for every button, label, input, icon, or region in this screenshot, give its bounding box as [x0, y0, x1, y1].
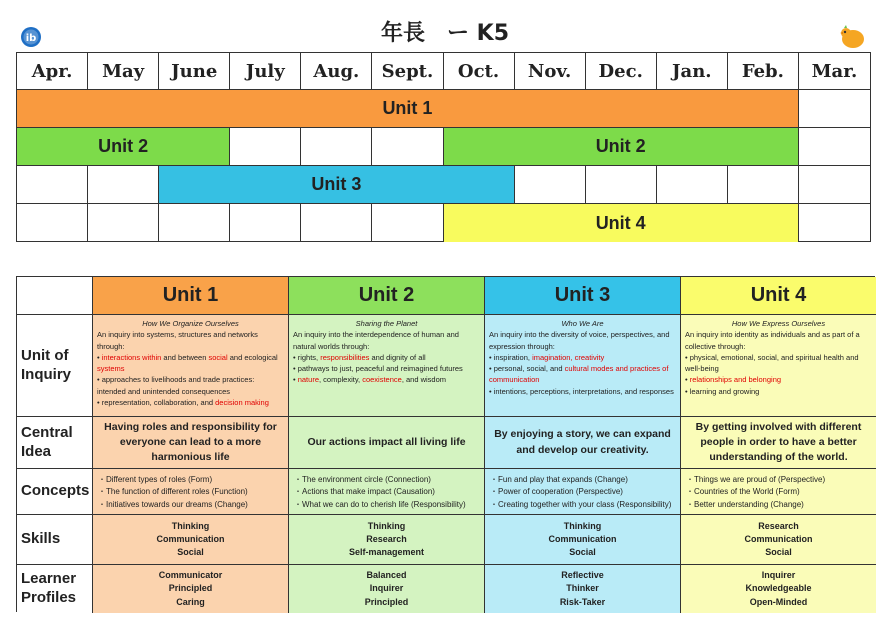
- profile-item: Balanced: [366, 570, 407, 581]
- unit-4-skills: [681, 515, 876, 565]
- skill-item: Communication: [156, 533, 225, 544]
- empty-cell: [728, 166, 799, 203]
- month-feb: Feb.: [728, 53, 799, 89]
- row-label-skills: Skills: [17, 515, 93, 565]
- skill-item: Social: [765, 547, 792, 558]
- concept-item: ・Countries of the World (Form): [686, 487, 800, 497]
- empty-cell: [372, 128, 443, 165]
- unit-1-bar: Unit 1: [17, 90, 799, 127]
- inquiry-line: • physical, emotional, social, and spiritual health and well-being: [685, 352, 859, 373]
- skill-item: Social: [177, 547, 204, 558]
- unit-4-central-idea: By getting involved with different people in order to have a better understanding of the world.: [681, 417, 876, 469]
- timeline-row-unit-1: [17, 90, 870, 128]
- empty-cell: [657, 166, 728, 203]
- unit-3-skills: [485, 515, 681, 565]
- profile-item: Knowledgeable: [745, 583, 812, 594]
- inquiry-line: • learning and growing: [685, 386, 760, 396]
- concept-item: ・The environment circle (Connection): [294, 475, 431, 484]
- unit-3-header: Unit 3: [485, 277, 681, 315]
- empty-cell: [17, 166, 88, 203]
- empty-cell: [17, 204, 88, 242]
- timeline-grid: [16, 52, 871, 242]
- corner-cell: [17, 277, 93, 315]
- row-label-central-idea: Central Idea: [17, 417, 93, 469]
- skill-item: Research: [758, 520, 799, 531]
- empty-cell: [372, 204, 443, 242]
- timeline-row-unit-3: [17, 166, 870, 204]
- profile-item: Caring: [176, 596, 205, 607]
- month-july: July: [230, 53, 301, 89]
- inquiry-theme: How We Express Ourselves: [731, 319, 826, 328]
- unit-1-central-idea: Having roles and responsibility for everyone can lead to a more harmonious life: [93, 417, 289, 469]
- inquiry-intro: An inquiry into identity as individuals and as part of a collective through:: [685, 330, 860, 351]
- inquiry-line: • approaches to livelihoods and trade practices: intended and unintended consequences: [97, 375, 255, 396]
- unit-3-inquiry: [485, 315, 681, 417]
- month-mar: Mar.: [811, 60, 858, 82]
- empty-cell: [301, 128, 372, 165]
- empty-cell: [230, 204, 301, 242]
- inquiry-line: • interactions within and between social and ecological systems: [97, 352, 278, 373]
- profile-item: Risk-Taker: [559, 596, 606, 607]
- unit-4-bar: Unit 4: [444, 204, 799, 242]
- row-label-unit-of-inquiry: Unit of Inquiry: [17, 315, 93, 417]
- unit-planner-table: [16, 276, 875, 612]
- unit-4-concepts: [681, 469, 876, 515]
- concept-item: ・Initiatives towards our dreams (Change): [98, 499, 248, 509]
- unit-3-learner-profiles: [485, 565, 681, 613]
- skill-item: Social: [569, 547, 596, 558]
- unit-1-skills: [93, 515, 289, 565]
- inquiry-line: • nature, complexity, coexistence, and wisdom: [293, 375, 447, 385]
- unit-2-learner-profiles: [289, 565, 485, 613]
- empty-cell: [799, 166, 870, 203]
- concept-item: ・Power of cooperation (Perspective): [490, 487, 623, 497]
- empty-cell: [799, 128, 870, 165]
- month-may: May: [88, 53, 159, 89]
- unit-3-central-idea: By enjoying a story, we can expand and develop our creativity.: [485, 417, 681, 469]
- skill-item: Thinking: [563, 520, 602, 531]
- row-label-learner-profiles: Learner Profiles: [17, 565, 93, 613]
- empty-cell: [515, 166, 586, 203]
- empty-cell: [586, 166, 657, 203]
- inquiry-line: • representation, collaboration, and decision making: [97, 397, 269, 407]
- concept-item: ・The function of different roles (Function): [98, 487, 248, 497]
- empty-cell: [159, 204, 230, 242]
- unit-1-inquiry: [93, 315, 289, 417]
- inquiry-theme: How We Organize Ourselves: [142, 319, 239, 328]
- skill-item: Self-management: [348, 547, 425, 558]
- inquiry-theme: Who We Are: [561, 319, 604, 328]
- unit-1-concepts: [93, 469, 289, 515]
- timeline-row-unit-4: [17, 204, 870, 242]
- skill-item: Communication: [744, 533, 813, 544]
- empty-cell: [88, 166, 159, 203]
- unit-4-learner-profiles: [681, 565, 876, 613]
- profile-item: Thinker: [566, 583, 599, 594]
- month-jan: Jan.: [657, 53, 728, 89]
- profile-item: Inquirer: [369, 583, 404, 594]
- month-june: June: [159, 53, 230, 89]
- skill-item: Thinking: [367, 520, 406, 531]
- unit-2-bar-second: Unit 2: [444, 128, 799, 165]
- svg-text:ib: ib: [25, 33, 37, 44]
- unit-4-inquiry: [681, 315, 876, 417]
- unit-2-central-idea: Our actions impact all living life: [289, 417, 485, 469]
- inquiry-line: • relationships and belonging: [685, 375, 782, 385]
- month-aug: Aug.: [301, 53, 372, 89]
- inquiry-intro: An inquiry into systems, structures and networks through:: [97, 330, 258, 351]
- unit-1-header: Unit 1: [93, 277, 289, 315]
- concept-item: ・Fun and play that expands (Change): [490, 475, 628, 484]
- skill-item: Thinking: [171, 520, 210, 531]
- inquiry-line: • intentions, perceptions, interpretations, and responses: [489, 386, 674, 396]
- unit-2-inquiry: [289, 315, 485, 417]
- inquiry-line: • pathways to just, peaceful and reimagined futures: [293, 364, 463, 373]
- profile-item: Principled: [364, 596, 409, 607]
- unit-3-bar: Unit 3: [159, 166, 514, 203]
- page-title: 年長 ー K5: [380, 21, 509, 46]
- unit-2-skills: [289, 515, 485, 565]
- concept-item: ・Creating together with your class (Responsibility): [490, 499, 672, 509]
- inquiry-line: • personal, social, and cultural modes and practices of communication: [489, 364, 669, 385]
- empty-cell: [799, 204, 870, 242]
- concept-item: ・Things we are proud of (Perspective): [686, 475, 826, 484]
- row-label-concepts: Concepts: [17, 469, 93, 515]
- profile-item: Reflective: [561, 570, 604, 581]
- month-nov: Nov.: [515, 53, 586, 89]
- month-dec: Dec.: [586, 53, 657, 89]
- timeline-row-unit-2: [17, 128, 870, 166]
- concept-item: ・Better understanding (Change): [686, 499, 804, 509]
- profile-item: Inquirer: [761, 570, 796, 581]
- concept-item: ・Different types of roles (Form): [98, 475, 213, 484]
- empty-cell: [799, 90, 870, 127]
- unit-2-concepts: [289, 469, 485, 515]
- profile-item: Principled: [168, 583, 213, 594]
- month-sept: Sept.: [372, 53, 443, 89]
- inquiry-intro: An inquiry into the diversity of voice, perspectives, and expression through:: [489, 330, 670, 351]
- concept-item: ・Actions that make impact (Causation): [294, 487, 435, 497]
- bird-logo-icon: [838, 24, 866, 50]
- unit-2-bar-first: Unit 2: [17, 128, 230, 165]
- unit-4-header: Unit 4: [681, 277, 876, 315]
- inquiry-line: • rights, responsibilities and dignity of all: [293, 352, 426, 362]
- skill-item: Communication: [548, 533, 617, 544]
- empty-cell: [301, 204, 372, 242]
- profile-item: Communicator: [158, 570, 223, 581]
- empty-cell: [88, 204, 159, 242]
- inquiry-line: • inspiration, imagination, creativity: [489, 352, 605, 362]
- skill-item: Research: [366, 533, 407, 544]
- month-apr: Apr.: [17, 53, 88, 89]
- concept-item: ・What we can do to cherish life (Responsibility): [294, 499, 466, 509]
- profile-item: Open-Minded: [749, 596, 808, 607]
- ib-logo-icon: [20, 26, 42, 48]
- unit-3-concepts: [485, 469, 681, 515]
- month-oct: Oct.: [444, 53, 515, 89]
- month-header-row: [17, 53, 870, 90]
- unit-2-header: Unit 2: [289, 277, 485, 315]
- empty-cell: [230, 128, 301, 165]
- unit-1-learner-profiles: [93, 565, 289, 613]
- inquiry-theme: Sharing the Planet: [355, 319, 418, 328]
- inquiry-intro: An inquiry into the interdependence of human and natural worlds through:: [293, 330, 459, 351]
